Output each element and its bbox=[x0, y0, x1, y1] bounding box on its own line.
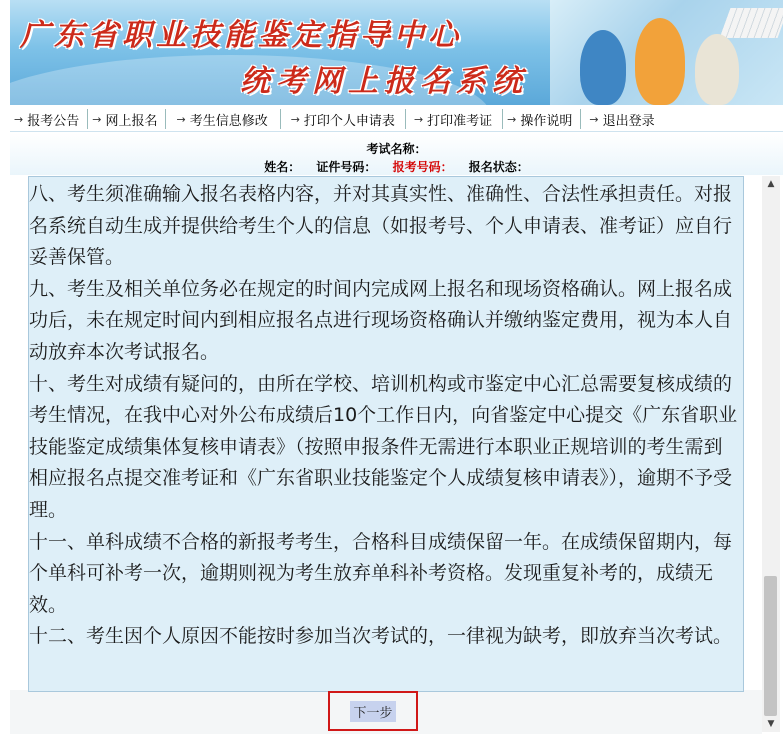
nav-item-instructions[interactable] bbox=[503, 109, 581, 129]
arrow-right-icon: → bbox=[507, 112, 517, 126]
banner-students-photo bbox=[550, 0, 783, 105]
candidate-info-bar bbox=[10, 133, 783, 175]
notice-paragraph: 十二、考生因个人原因不能按时参加当次考试的，一律视为缺考，即放弃当次考试。 bbox=[29, 625, 733, 648]
notice-paragraph: 十一、单科成绩不合格的新报考考生，合格科目成绩保留一年。在成绩保留期内，每个单科可补考一次，逾期则视为考生放弃单科补考资格。发现重复补考的，成绩无效。 bbox=[29, 530, 733, 616]
scroll-down-icon[interactable]: ▼ bbox=[767, 719, 775, 729]
student-figure bbox=[580, 30, 626, 105]
scroll-up-icon[interactable]: ▲ bbox=[767, 179, 775, 189]
nav-item-print-application[interactable] bbox=[281, 109, 406, 129]
nav-item-label: 操作说明 bbox=[520, 113, 573, 129]
banner-title: 广东省职业技能鉴定指导中心 bbox=[20, 18, 462, 53]
notice-paragraph: 九、考生及相关单位务必在规定的时间内完成网上报名和现场资格确认。网上报名成功后，未在规定时间内到相应报名点进行现场资格确认并缴纳鉴定费用，视为本人自动放弃本次考试报名。 bbox=[29, 277, 733, 363]
notice-content-panel bbox=[28, 176, 744, 692]
keyboard-image bbox=[720, 8, 783, 38]
next-step-highlight-box bbox=[328, 691, 418, 731]
next-step-button[interactable]: 下一步 bbox=[350, 701, 395, 722]
scrollbar-thumb[interactable] bbox=[764, 576, 777, 716]
arrow-right-icon: → bbox=[176, 112, 186, 126]
notice-text bbox=[29, 177, 743, 653]
notice-paragraph: 十、考生对成绩有疑问的，由所在学校、培训机构或市鉴定中心汇总需要复核成绩的考生情况，在我中心对外公布成绩后10个工作日内，向省鉴定中心提交《广东省职业技能鉴定成绩集体复核申请表》（按照申报条件无需进行本职业正规培训的考生需到相应报名点提交准考证和《广东省职业技能鉴定个人成绩复核申请表》），逾期不予受理。 bbox=[29, 372, 738, 521]
nav-item-logout[interactable] bbox=[581, 109, 662, 129]
id-number-label: 证件号码： bbox=[316, 160, 377, 174]
nav-item-label: 网上报名 bbox=[105, 113, 158, 129]
candidate-info-line bbox=[10, 158, 783, 175]
nav-item-print-admission[interactable] bbox=[406, 109, 503, 129]
exam-name-label: 考试名称： bbox=[366, 142, 427, 156]
nav-item-label: 考生信息修改 bbox=[189, 113, 268, 129]
registration-number-label: 报考号码： bbox=[392, 160, 453, 174]
arrow-right-icon: → bbox=[413, 112, 424, 126]
arrow-right-icon: → bbox=[92, 112, 102, 126]
banner-header bbox=[10, 0, 783, 105]
nav-item-label: 打印准考证 bbox=[427, 113, 493, 129]
top-nav bbox=[10, 107, 783, 132]
student-figure bbox=[695, 34, 739, 105]
vertical-scrollbar[interactable] bbox=[762, 176, 780, 732]
nav-item-label: 报考公告 bbox=[27, 113, 80, 129]
nav-item-label: 打印个人申请表 bbox=[303, 113, 395, 129]
banner-subtitle: 统考网上报名系统 bbox=[240, 64, 528, 99]
nav-item-edit-info[interactable] bbox=[166, 109, 280, 129]
registration-status-label: 报名状态： bbox=[468, 160, 529, 174]
nav-item-online-registration[interactable] bbox=[88, 109, 166, 129]
nav-item-label: 退出登录 bbox=[602, 113, 655, 129]
arrow-right-icon: → bbox=[14, 112, 24, 126]
arrow-right-icon: → bbox=[589, 112, 599, 126]
nav-item-announcement[interactable] bbox=[10, 109, 88, 129]
notice-paragraph: 八、考生须准确输入报名表格内容，并对其真实性、准确性、合法性承担责任。对报名系统自动生成并提供给考生个人的信息（如报考号、个人申请表、准考证）应自行妥善保管。 bbox=[29, 183, 733, 269]
student-figure bbox=[635, 18, 685, 105]
arrow-right-icon: → bbox=[290, 112, 300, 126]
name-label: 姓名： bbox=[264, 160, 301, 174]
